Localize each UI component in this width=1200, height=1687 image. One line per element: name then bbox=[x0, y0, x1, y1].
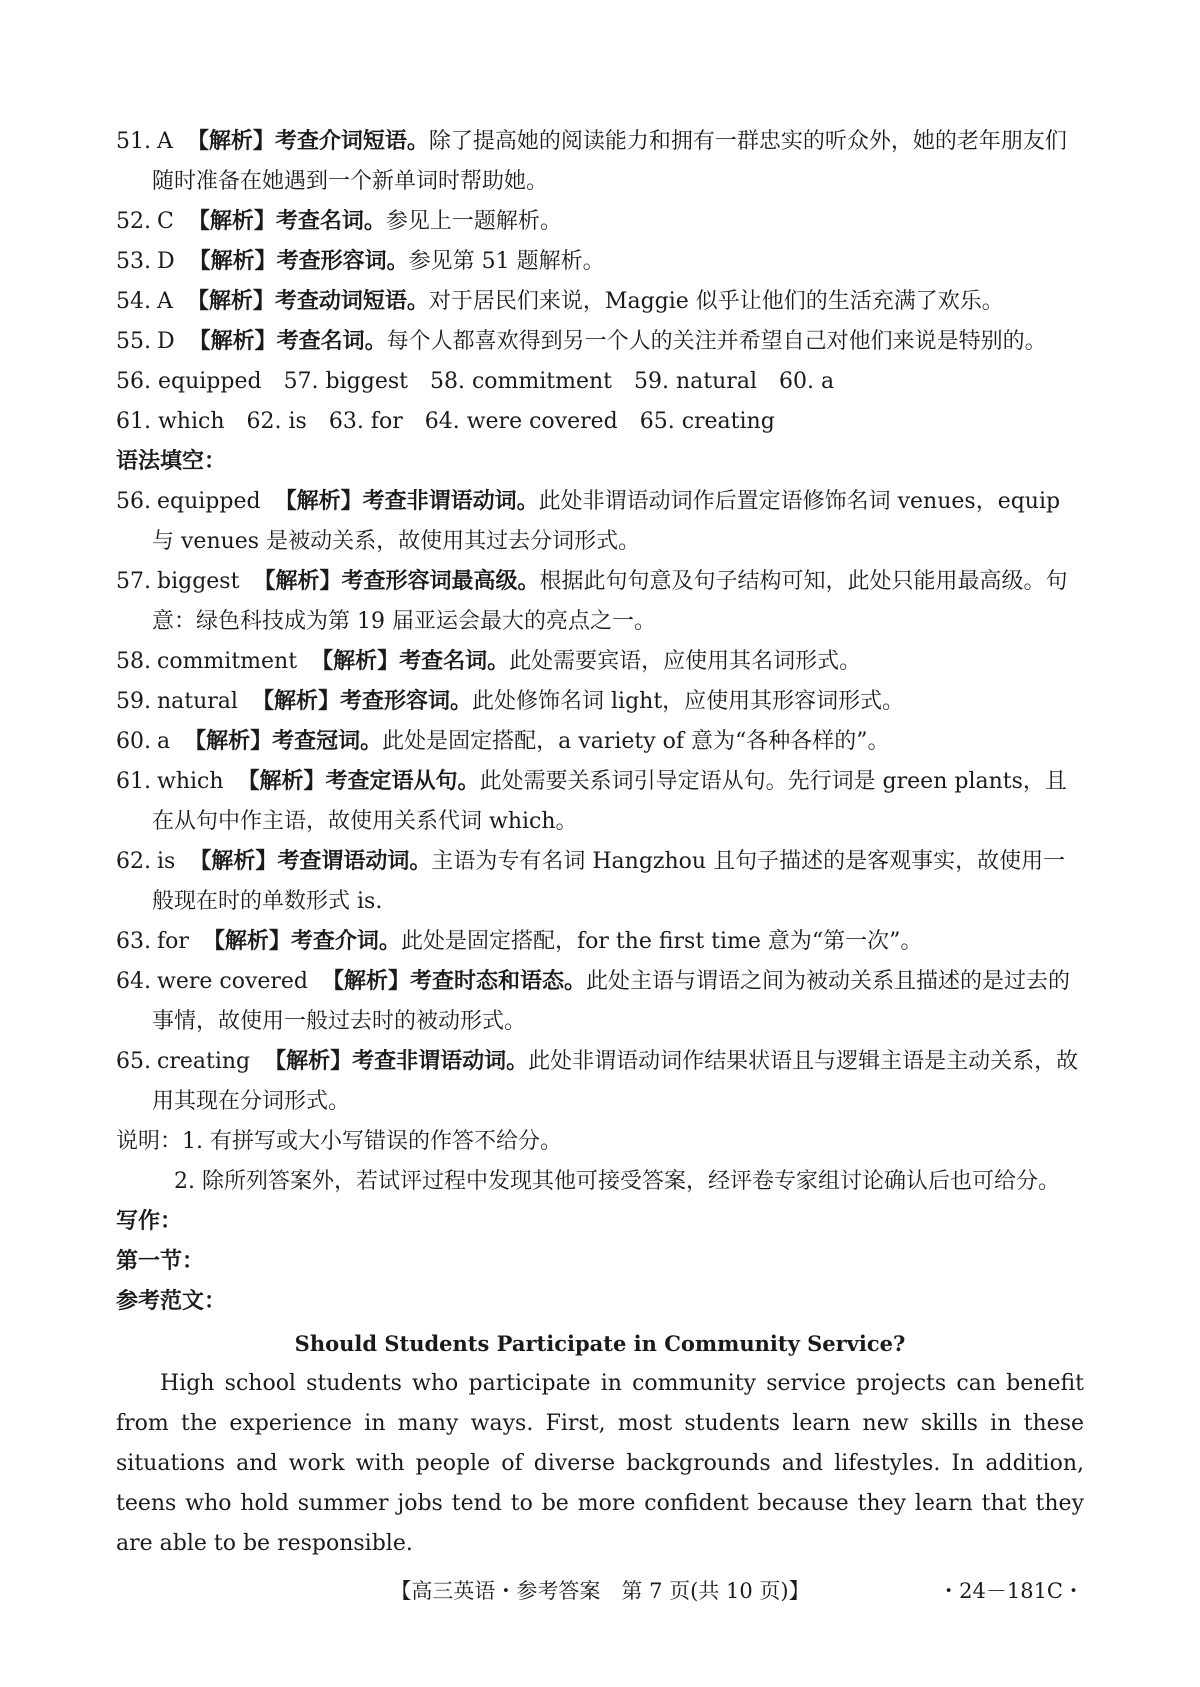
item-explanation: 除了提高她的阅读能力和拥有一群忠实的听众外，她的老年朋友们随时准备在她遇到一个新单词时帮助她。 bbox=[152, 129, 1067, 194]
answer-item bbox=[116, 842, 1084, 922]
jiexi-label: 【解析】 bbox=[188, 329, 277, 354]
item-topic: 考查形容词。 bbox=[339, 689, 472, 714]
item-answer: a bbox=[157, 729, 171, 754]
answer-cell: 65. creating bbox=[639, 409, 775, 434]
item-explanation: 此处非谓语动词作后置定语修饰名词 venues，equip 与 venues 是被动关系，故使用其过去分词形式。 bbox=[152, 489, 1061, 554]
item-number: 60. bbox=[116, 729, 151, 754]
item-topic: 考查动词短语。 bbox=[274, 289, 429, 314]
section-heading: 第一节： bbox=[116, 1249, 205, 1274]
answer-cell: 56. equipped bbox=[116, 369, 262, 394]
item-topic: 考查形容词。 bbox=[276, 249, 409, 274]
item-answer: were covered bbox=[157, 969, 309, 994]
jiexi-label: 【解析】 bbox=[322, 969, 411, 994]
item-number: 63. bbox=[116, 929, 151, 954]
note-2: 2. 除所列答案外，若试评过程中发现其他可接受答案，经评卷专家组讨论确认后也可给分。 bbox=[174, 1169, 1060, 1194]
item-explanation: 此处是固定搭配，a variety of 意为“各种各样的”。 bbox=[382, 729, 890, 754]
grammar-heading: 语法填空： bbox=[116, 449, 227, 474]
item-answer: C bbox=[157, 209, 174, 234]
item-number: 53. bbox=[116, 249, 151, 274]
jiexi-label: 【解析】 bbox=[189, 849, 278, 874]
answer-row-1 bbox=[116, 362, 1084, 402]
item-answer: biggest bbox=[157, 569, 240, 594]
answer-item bbox=[116, 962, 1084, 1042]
answer-item bbox=[116, 562, 1084, 642]
item-number: 64. bbox=[116, 969, 151, 994]
item-number: 59. bbox=[116, 689, 151, 714]
answer-row-2 bbox=[116, 402, 1084, 442]
item-explanation: 此处修饰名词 light，应使用其形容词形式。 bbox=[472, 689, 905, 714]
jiexi-label: 【解析】 bbox=[188, 249, 277, 274]
item-number: 62. bbox=[116, 849, 151, 874]
answer-cell: 60. a bbox=[778, 369, 835, 394]
item-explanation: 参见上一题解析。 bbox=[385, 209, 562, 234]
essay-text: High school students who participate in community service projects can benefit from the experience in many ways. First, most students learn new skills in these situations and work with people of diverse backgrounds and lifestyles. In addition, teens who hold summer jobs tend to be more confident because they learn that they are able to be responsible. bbox=[116, 1371, 1084, 1556]
answer-cell: 59. natural bbox=[634, 369, 757, 394]
jiexi-label: 【解析】 bbox=[184, 729, 273, 754]
item-answer: A bbox=[157, 289, 173, 314]
item-number: 56. bbox=[116, 489, 151, 514]
answer-item bbox=[116, 762, 1084, 842]
item-number: 57. bbox=[116, 569, 151, 594]
item-answer: creating bbox=[157, 1049, 251, 1074]
item-number: 65. bbox=[116, 1049, 151, 1074]
item-topic: 考查非谓语动词。 bbox=[362, 489, 539, 514]
item-topic: 考查时态和语态。 bbox=[410, 969, 587, 994]
item-explanation: 主语为专有名词 Hangzhou 且句子描述的是客观事实，故使用一般现在时的单数形式 is. bbox=[152, 849, 1066, 914]
jiexi-label: 【解析】 bbox=[186, 129, 275, 154]
jiexi-label: 【解析】 bbox=[202, 929, 291, 954]
item-answer: equipped bbox=[157, 489, 261, 514]
item-explanation: 此处需要关系词引导定语从句。先行词是 green plants，且在从句中作主语，故使用关系代词 which。 bbox=[152, 769, 1067, 834]
item-topic: 考查名词。 bbox=[399, 649, 510, 674]
item-topic: 考查冠词。 bbox=[272, 729, 383, 754]
jiexi-label: 【解析】 bbox=[237, 769, 326, 794]
item-answer: for bbox=[157, 929, 189, 954]
essay-title: Should Students Participate in Community Service? bbox=[294, 1331, 906, 1356]
answer-cell: 57. biggest bbox=[283, 369, 408, 394]
item-explanation: 对于居民们来说，Maggie 似乎让他们的生活充满了欢乐。 bbox=[428, 289, 1004, 314]
item-topic: 考查介词短语。 bbox=[274, 129, 429, 154]
jiexi-label: 【解析】 bbox=[253, 569, 342, 594]
answer-cell: 64. were covered bbox=[424, 409, 618, 434]
answer-item bbox=[116, 642, 1084, 682]
item-topic: 考查介词。 bbox=[290, 929, 401, 954]
answer-item bbox=[116, 202, 1084, 242]
answer-item bbox=[116, 1042, 1084, 1122]
item-explanation: 根据此句句意及句子结构可知，此处只能用最高级。句意：绿色科技成为第 19 届亚运会最大的亮点之一。 bbox=[152, 569, 1068, 634]
jiexi-label: 【解析】 bbox=[311, 649, 400, 674]
answer-cell: 61. which bbox=[116, 409, 225, 434]
answer-item bbox=[116, 682, 1084, 722]
page-footer bbox=[0, 1574, 1200, 1608]
answer-item bbox=[116, 282, 1084, 322]
footer-page-info: 【高三英语・参考答案 第 7 页(共 10 页)】 bbox=[390, 1579, 810, 1603]
item-number: 61. bbox=[116, 769, 151, 794]
answer-item bbox=[116, 242, 1084, 282]
item-answer: which bbox=[157, 769, 224, 794]
answer-item bbox=[116, 122, 1084, 202]
item-answer: is bbox=[157, 849, 176, 874]
writing-heading: 写作： bbox=[116, 1209, 183, 1234]
item-explanation: 此处非谓语动词作结果状语且与逻辑主语是主动关系，故用其现在分词形式。 bbox=[152, 1049, 1079, 1114]
item-topic: 考查名词。 bbox=[275, 209, 386, 234]
answer-cell: 63. for bbox=[328, 409, 403, 434]
answer-item bbox=[116, 322, 1084, 362]
item-explanation: 此处是固定搭配，for the first time 意为“第一次”。 bbox=[400, 929, 923, 954]
answer-item bbox=[116, 922, 1084, 962]
item-topic: 考查谓语动词。 bbox=[277, 849, 432, 874]
item-number: 51. bbox=[116, 129, 151, 154]
item-number: 54. bbox=[116, 289, 151, 314]
item-answer: D bbox=[157, 329, 175, 354]
footer-code: ・24－181C・ bbox=[938, 1579, 1084, 1603]
item-answer: commitment bbox=[157, 649, 298, 674]
sample-heading: 参考范文： bbox=[116, 1289, 227, 1314]
item-topic: 考查名词。 bbox=[276, 329, 387, 354]
answer-cell: 58. commitment bbox=[429, 369, 613, 394]
item-number: 52. bbox=[116, 209, 151, 234]
item-topic: 考查非谓语动词。 bbox=[352, 1049, 529, 1074]
item-topic: 考查形容词最高级。 bbox=[341, 569, 540, 594]
item-explanation: 此处需要宾语，应使用其名词形式。 bbox=[509, 649, 862, 674]
grammar-answers bbox=[116, 482, 1084, 1122]
item-explanation: 此处主语与谓语之间为被动关系且描述的是过去的事情，故使用一般过去时的被动形式。 bbox=[152, 969, 1071, 1034]
item-answer: A bbox=[157, 129, 173, 154]
jiexi-label: 【解析】 bbox=[186, 289, 275, 314]
jiexi-label: 【解析】 bbox=[264, 1049, 353, 1074]
answer-cell: 62. is bbox=[246, 409, 307, 434]
item-topic: 考查定语从句。 bbox=[325, 769, 480, 794]
note-1: 说明：1. 有拼写或大小写错误的作答不给分。 bbox=[116, 1129, 562, 1154]
item-answer: D bbox=[157, 249, 175, 274]
answer-item bbox=[116, 722, 1084, 762]
item-answer: natural bbox=[157, 689, 238, 714]
item-explanation: 每个人都喜欢得到另一个人的关注并希望自己对他们来说是特别的。 bbox=[386, 329, 1047, 354]
reading-answers bbox=[116, 122, 1084, 362]
jiexi-label: 【解析】 bbox=[251, 689, 340, 714]
jiexi-label: 【解析】 bbox=[187, 209, 276, 234]
answer-item bbox=[116, 482, 1084, 562]
page-content bbox=[116, 122, 1084, 1564]
item-number: 55. bbox=[116, 329, 151, 354]
item-number: 58. bbox=[116, 649, 151, 674]
jiexi-label: 【解析】 bbox=[274, 489, 363, 514]
item-explanation: 参见第 51 题解析。 bbox=[408, 249, 605, 274]
